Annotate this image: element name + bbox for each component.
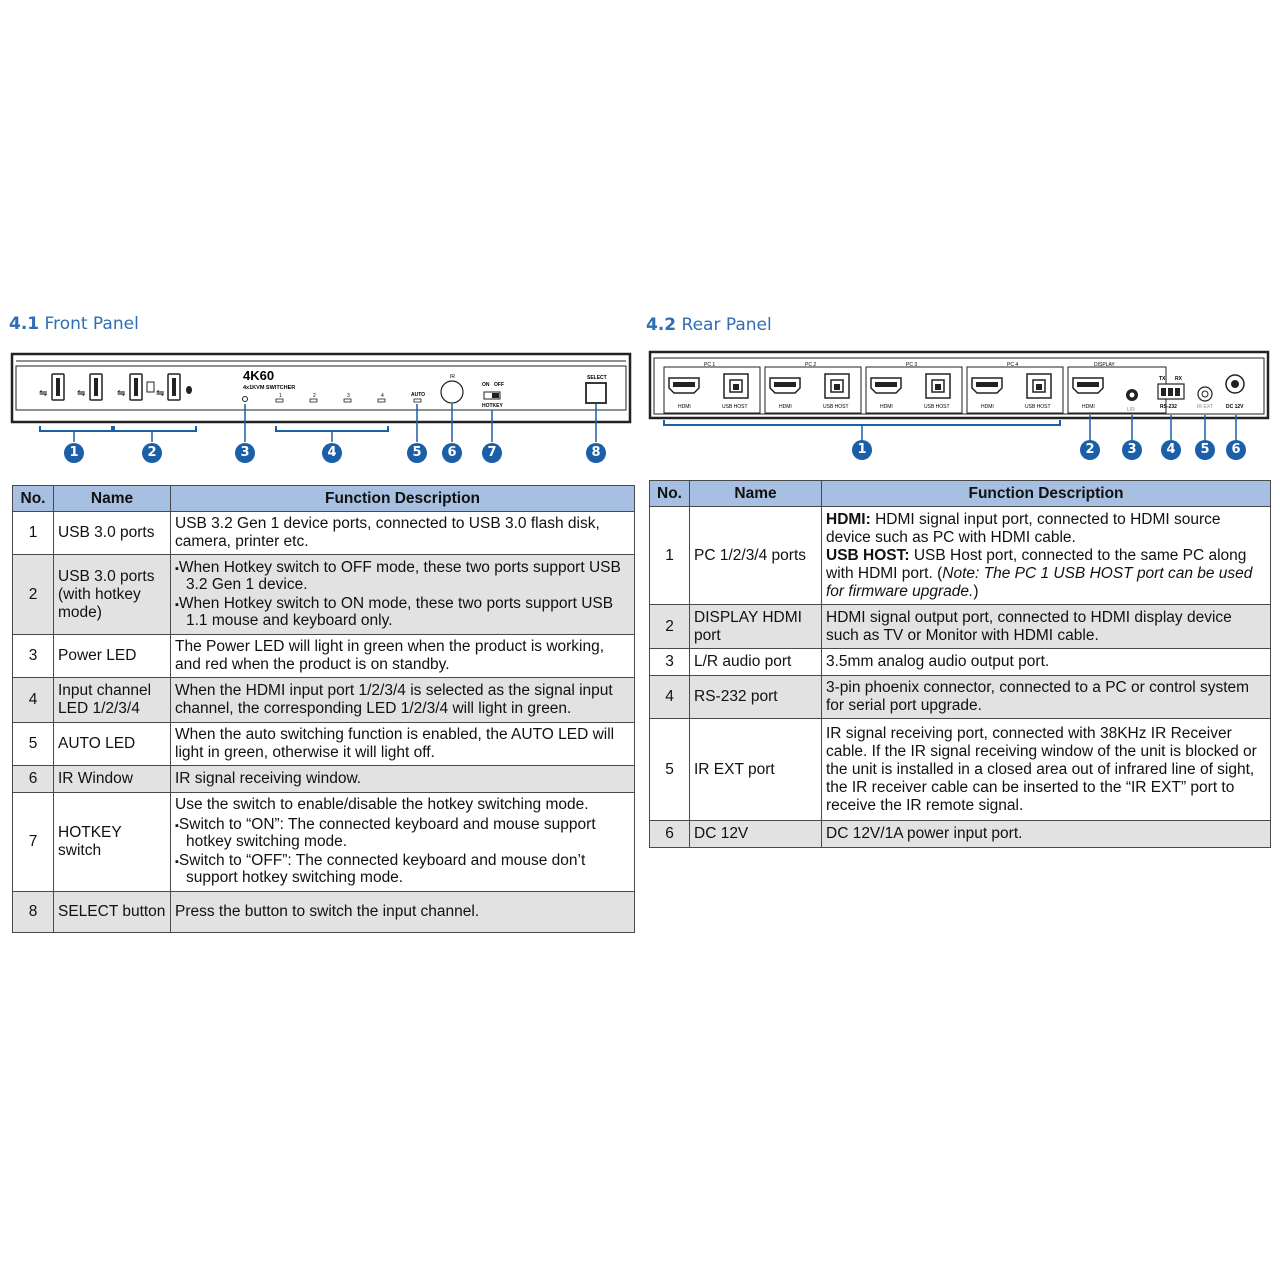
- table-header-row: [650, 481, 1271, 507]
- row-desc-intro: Use the switch to enable/disable the hotkey switching mode.: [175, 795, 589, 813]
- row-desc: DC 12V/1A power input port.: [822, 821, 1271, 848]
- on-label: ON: [482, 382, 490, 388]
- row-no: 4: [650, 676, 690, 719]
- row-desc: 3-pin phoenix connector, connected to a PC or control system for serial port upgrade.: [822, 676, 1271, 719]
- note-close: ): [973, 582, 979, 600]
- usb-host-label: USB HOST: [722, 404, 748, 410]
- table-row: [13, 635, 635, 678]
- mouse-icon: [186, 386, 192, 394]
- row-desc: When the auto switching function is enabled, the AUTO LED will light in green, otherwise it will light off.: [171, 723, 635, 766]
- display-hdmi-label: HDMI: [1082, 404, 1095, 410]
- row-no: 6: [13, 766, 54, 793]
- rear-panel-title: [646, 315, 772, 335]
- front-callout-4: 4: [322, 443, 342, 463]
- power-led-icon: [243, 397, 248, 402]
- header-name: Name: [690, 481, 822, 507]
- svg-text:⇋: ⇋: [39, 388, 48, 399]
- row-no: 6: [650, 821, 690, 848]
- table-row: [13, 555, 635, 635]
- front-panel-number: 4.1: [9, 314, 40, 334]
- row-name: IR Window: [54, 766, 171, 793]
- row-desc: [822, 507, 1271, 605]
- rear-panel-table: [649, 480, 1271, 848]
- rear-callout-2: 2: [1080, 440, 1100, 460]
- svg-text:⇋: ⇋: [77, 388, 86, 399]
- header-no: No.: [13, 486, 54, 512]
- ir-window-icon: [441, 381, 463, 403]
- usb-host-label: USB HOST: [1025, 404, 1051, 410]
- row-name: Power LED: [54, 635, 171, 678]
- model-label: 4x1KVM SWITCHER: [243, 385, 296, 391]
- row-no: 7: [13, 793, 54, 892]
- row-no: 4: [13, 678, 54, 723]
- channel-led-3: [344, 399, 351, 402]
- note-text: Note: The PC 1 USB HOST port can be used for firmware upgrade.: [826, 564, 1253, 600]
- table-row: [13, 892, 635, 933]
- row-name: HOTKEY switch: [54, 793, 171, 892]
- table-row: [650, 821, 1271, 848]
- table-row: [650, 676, 1271, 719]
- row-no: 5: [650, 719, 690, 821]
- pc-group-label: PC 3: [906, 362, 918, 368]
- header-desc: Function Description: [822, 481, 1271, 507]
- hdmi-bold: HDMI:: [826, 510, 871, 528]
- channel-led-2: [310, 399, 317, 402]
- pc-group-label: PC 1: [704, 362, 716, 368]
- dc-label: DC 12V: [1226, 404, 1244, 410]
- row-desc: When the HDMI input port 1/2/3/4 is selected as the signal input channel, the corresponding LED 1/2/3/4 will light in green.: [171, 678, 635, 723]
- row-name: IR EXT port: [690, 719, 822, 821]
- front-callout-6: 6: [442, 443, 462, 463]
- table-row: [650, 507, 1271, 605]
- channel-3-label: 3: [347, 393, 350, 399]
- hdmi-label: HDMI: [981, 404, 994, 410]
- row-desc: [171, 555, 635, 635]
- row-desc: [171, 793, 635, 892]
- table-row: [650, 649, 1271, 676]
- hdmi-label: HDMI: [678, 404, 691, 410]
- row-no: 2: [650, 605, 690, 649]
- front-callout-5: 5: [407, 443, 427, 463]
- front-panel-title: [9, 314, 139, 334]
- auto-label: AUTO: [411, 392, 426, 398]
- row-name: AUTO LED: [54, 723, 171, 766]
- table-row: [650, 719, 1271, 821]
- front-callout-8: 8: [586, 443, 606, 463]
- svg-text:⇋: ⇋: [156, 388, 165, 399]
- table-row: [13, 678, 635, 723]
- ir-label: IR: [450, 374, 455, 380]
- usb-host-desc: USB Host port, connected to the same PC along with HDMI port. (: [826, 546, 1247, 582]
- row-no: 5: [13, 723, 54, 766]
- rear-callout-3: 3: [1122, 440, 1142, 460]
- row-desc: Press the button to switch the input channel.: [171, 892, 635, 933]
- tx-label: TX: [1159, 376, 1166, 382]
- front-callout-7: 7: [482, 443, 502, 463]
- table-row: [13, 793, 635, 892]
- hdmi-port-icon: [1073, 378, 1103, 393]
- row-name: PC 1/2/3/4 ports: [690, 507, 822, 605]
- row-name: RS-232 port: [690, 676, 822, 719]
- select-button-icon: [586, 383, 606, 403]
- hdmi-label: HDMI: [880, 404, 893, 410]
- rear-panel-number: 4.2: [646, 315, 677, 335]
- row-desc: The Power LED will light in green when the product is working, and red when the product is on standby.: [171, 635, 635, 678]
- row-name: L/R audio port: [690, 649, 822, 676]
- bullet-item: ▪ Switch to “ON”: The connected keyboard and mouse support hotkey switching mode.: [175, 817, 630, 850]
- front-callout-3: 3: [235, 443, 255, 463]
- rear-panel-heading: Rear Panel: [681, 315, 772, 335]
- table-row: [13, 766, 635, 793]
- header-desc: Function Description: [171, 486, 635, 512]
- header-no: No.: [650, 481, 690, 507]
- row-desc: HDMI signal output port, connected to HDMI display device such as TV or Monitor with HDMI cable.: [822, 605, 1271, 649]
- front-callout-1: 1: [64, 443, 84, 463]
- table-header-row: [13, 486, 635, 512]
- row-desc: IR signal receiving port, connected with 38KHz IR Receiver cable. If the IR signal receiving window of the unit is blocked or the unit is installed in a closed area out of infrared line of sight, the IR receiver cable can be inserted to the “IR EXT” port to receive the IR remote signal.: [822, 719, 1271, 821]
- usb-host-label: USB HOST: [924, 404, 950, 410]
- front-panel-table: [12, 485, 635, 933]
- rear-callout-4: 4: [1161, 440, 1181, 460]
- bullet-item: ▪ When Hotkey switch to OFF mode, these two ports support USB 3.2 Gen 1 device.: [175, 560, 630, 593]
- rear-callout-1: 1: [852, 440, 872, 460]
- off-label: OFF: [494, 382, 504, 388]
- table-row: [650, 605, 1271, 649]
- usb-host-label: USB HOST: [823, 404, 849, 410]
- channel-led-4: [378, 399, 385, 402]
- row-name: DC 12V: [690, 821, 822, 848]
- auto-led: [414, 399, 421, 402]
- row-desc: 3.5mm analog audio output port.: [822, 649, 1271, 676]
- table-row: [13, 723, 635, 766]
- row-no: 3: [650, 649, 690, 676]
- rs232-label: RS-232: [1160, 404, 1177, 410]
- front-callout-2: 2: [142, 443, 162, 463]
- svg-text:⇋: ⇋: [117, 388, 126, 399]
- channel-4-label: 4: [381, 393, 384, 399]
- select-label: SELECT: [587, 375, 607, 381]
- rear-callout-5: 5: [1195, 440, 1215, 460]
- front-panel-heading: Front Panel: [44, 314, 139, 334]
- row-desc: USB 3.2 Gen 1 device ports, connected to USB 3.0 flash disk, camera, printer etc.: [171, 512, 635, 555]
- row-no: 2: [13, 555, 54, 635]
- header-name: Name: [54, 486, 171, 512]
- display-label: DISPLAY: [1094, 362, 1115, 368]
- row-no: 1: [650, 507, 690, 605]
- bullet-item: ▪ When Hotkey switch to ON mode, these two ports support USB 1.1 mouse and keyboard only.: [175, 596, 630, 629]
- channel-led-1: [276, 399, 283, 402]
- table-row: [13, 512, 635, 555]
- row-no: 1: [13, 512, 54, 555]
- row-desc: IR signal receiving window.: [171, 766, 635, 793]
- pc-group-label: PC 2: [805, 362, 817, 368]
- irext-label: IR EXT: [1197, 404, 1214, 410]
- row-name: SELECT button: [54, 892, 171, 933]
- row-no: 8: [13, 892, 54, 933]
- row-name: Input channel LED 1/2/3/4: [54, 678, 171, 723]
- audio-label: L/R: [1127, 407, 1135, 413]
- hdmi-desc: HDMI signal input port, connected to HDMI source device such as PC with HDMI cable.: [826, 510, 1221, 546]
- rear-callout-6: 6: [1226, 440, 1246, 460]
- row-name: USB 3.0 ports (with hotkey mode): [54, 555, 171, 635]
- row-name: USB 3.0 ports: [54, 512, 171, 555]
- channel-1-label: 1: [279, 393, 282, 399]
- channel-2-label: 2: [313, 393, 316, 399]
- rx-label: RX: [1175, 376, 1182, 382]
- row-name: DISPLAY HDMI port: [690, 605, 822, 649]
- usb-host-bold: USB HOST:: [826, 546, 910, 564]
- bullet-item: ▪ Switch to “OFF”: The connected keyboard and mouse don’t support hotkey switching mode.: [175, 853, 630, 886]
- hdmi-label: HDMI: [779, 404, 792, 410]
- hotkey-label: HOTKEY: [482, 403, 503, 409]
- row-no: 3: [13, 635, 54, 678]
- pc-group-label: PC 4: [1007, 362, 1019, 368]
- brand-label: 4K60: [243, 368, 275, 383]
